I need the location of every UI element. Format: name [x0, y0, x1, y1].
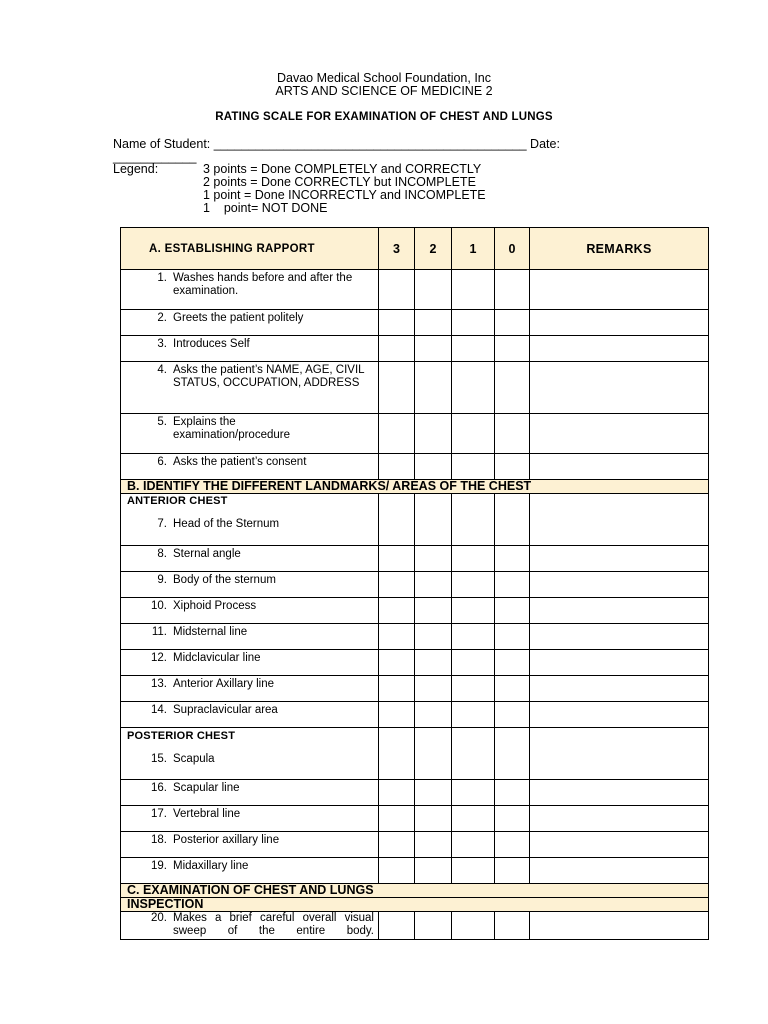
item-text: Anterior Axillary line — [173, 678, 274, 690]
score-cell[interactable] — [452, 832, 495, 858]
score-cell[interactable] — [415, 270, 452, 310]
table-row — [121, 650, 709, 676]
remarks-cell[interactable] — [530, 362, 709, 414]
item-number: 9. — [157, 574, 167, 586]
score-cell[interactable] — [379, 624, 415, 650]
score-cell[interactable] — [452, 494, 495, 546]
score-cell[interactable] — [415, 650, 452, 676]
score-cell[interactable] — [495, 858, 530, 884]
table-header-row — [121, 228, 709, 270]
legend-item: 2 points = Done CORRECTLY but INCOMPLETE — [203, 175, 476, 189]
score-cell[interactable] — [495, 310, 530, 336]
score-cell[interactable] — [495, 728, 530, 780]
score-cell[interactable] — [415, 624, 452, 650]
item-text: Xiphoid Process — [173, 600, 257, 612]
remarks-cell[interactable] — [530, 336, 709, 362]
item-number: 19. — [151, 860, 167, 872]
date-line: ____________ — [113, 150, 197, 164]
table-row — [121, 494, 709, 546]
item-text: Body of the sternum — [173, 574, 276, 586]
student-name-line: Name of Student: _____________________________________________ Date: — [113, 137, 560, 151]
score-cell[interactable] — [452, 780, 495, 806]
table-row — [121, 336, 709, 362]
score-cell[interactable] — [379, 572, 415, 598]
score-cell[interactable] — [495, 572, 530, 598]
score-cell[interactable] — [379, 336, 415, 362]
item-number: 10. — [151, 600, 167, 612]
score-cell[interactable] — [452, 650, 495, 676]
remarks-cell[interactable] — [530, 702, 709, 728]
score-cell[interactable] — [379, 546, 415, 572]
score-cell[interactable] — [452, 310, 495, 336]
item-number: 15. — [151, 753, 167, 765]
remarks-cell[interactable] — [530, 780, 709, 806]
score-cell[interactable] — [415, 414, 452, 454]
score-cell[interactable] — [415, 912, 452, 940]
score-cell[interactable] — [379, 270, 415, 310]
score-cell[interactable] — [495, 676, 530, 702]
score-cell[interactable] — [379, 702, 415, 728]
score-cell[interactable] — [452, 270, 495, 310]
score-cell[interactable] — [379, 598, 415, 624]
table-row — [121, 858, 709, 884]
score-cell[interactable] — [415, 806, 452, 832]
legend-label: Legend: — [113, 162, 159, 176]
item-number: 12. — [151, 652, 167, 664]
score-cell[interactable] — [452, 806, 495, 832]
table-row — [121, 414, 709, 454]
table-row — [121, 702, 709, 728]
score-cell[interactable] — [495, 702, 530, 728]
score-cell[interactable] — [495, 454, 530, 480]
score-cell[interactable] — [379, 806, 415, 832]
item-number: 17. — [151, 808, 167, 820]
rating-scale-table — [120, 227, 709, 940]
item-text: Midsternal line — [173, 626, 248, 638]
item-text: Midaxillary line — [173, 860, 249, 872]
score-cell[interactable] — [495, 546, 530, 572]
score-cell[interactable] — [415, 546, 452, 572]
score-cell[interactable] — [495, 832, 530, 858]
anterior-chest-title: ANTERIOR CHEST — [127, 495, 228, 507]
remarks-cell[interactable] — [530, 454, 709, 480]
item-text: Washes hands before and after the examination. — [173, 272, 353, 297]
remarks-cell[interactable] — [530, 624, 709, 650]
score-cell[interactable] — [452, 598, 495, 624]
table-row — [121, 270, 709, 310]
table-row — [121, 676, 709, 702]
score-cell[interactable] — [415, 832, 452, 858]
item-number: 13. — [151, 678, 167, 690]
item-number: 16. — [151, 782, 167, 794]
item-number: 18. — [151, 834, 167, 846]
item-text: Supraclavicular area — [173, 704, 278, 716]
score-cell[interactable] — [379, 728, 415, 780]
page-title: RATING SCALE FOR EXAMINATION OF CHEST AND LUNGS — [215, 111, 553, 123]
score-cell[interactable] — [379, 858, 415, 884]
section-c-row — [121, 884, 709, 898]
item-text: Introduces Self — [173, 338, 250, 350]
item-text: Head of the Sternum — [173, 518, 280, 530]
item-text: Explains the examination/procedure — [173, 416, 290, 441]
inspection-row — [121, 898, 709, 912]
score-cell[interactable] — [415, 702, 452, 728]
remarks-cell[interactable] — [530, 572, 709, 598]
item-text: Midclavicular line — [173, 652, 261, 664]
table-row — [121, 362, 709, 414]
score-cell[interactable] — [495, 598, 530, 624]
score-cell[interactable] — [452, 362, 495, 414]
item-text: Makes a brief careful overall visual sweep of the entire body. — [173, 912, 374, 937]
table-row — [121, 806, 709, 832]
table-row — [121, 546, 709, 572]
course-name: ARTS AND SCIENCE OF MEDICINE 2 — [275, 84, 493, 98]
score-cell[interactable] — [415, 310, 452, 336]
score-cell[interactable] — [379, 650, 415, 676]
score-cell[interactable] — [452, 858, 495, 884]
item-number: 3. — [157, 338, 167, 350]
item-number: 8. — [157, 548, 167, 560]
score-cell[interactable] — [415, 494, 452, 546]
score-cell[interactable] — [495, 362, 530, 414]
remarks-cell[interactable] — [530, 912, 709, 940]
score-cell[interactable] — [452, 912, 495, 940]
score-cell[interactable] — [379, 494, 415, 546]
establishing-rapport-header: A. ESTABLISHING RAPPORT — [121, 228, 379, 270]
score-2-header: 2 — [415, 228, 452, 270]
item-number: 5. — [157, 416, 167, 428]
table-row — [121, 780, 709, 806]
remarks-cell[interactable] — [530, 858, 709, 884]
item-text: Asks the patient’s NAME, AGE, CIVIL STATUS, OCCUPATION, ADDRESS — [173, 364, 365, 389]
score-cell[interactable] — [452, 336, 495, 362]
remarks-cell[interactable] — [530, 546, 709, 572]
score-cell[interactable] — [379, 912, 415, 940]
remarks-cell[interactable] — [530, 494, 709, 546]
score-cell[interactable] — [495, 624, 530, 650]
score-cell[interactable] — [415, 780, 452, 806]
table-row — [121, 912, 709, 940]
table-row — [121, 310, 709, 336]
score-cell[interactable] — [495, 414, 530, 454]
posterior-chest-title: POSTERIOR CHEST — [127, 730, 236, 742]
legend-item: 1 point= NOT DONE — [203, 201, 328, 215]
score-cell[interactable] — [452, 414, 495, 454]
section-b-row — [121, 480, 709, 494]
item-text: Greets the patient politely — [173, 312, 304, 324]
score-cell[interactable] — [415, 454, 452, 480]
score-cell[interactable] — [452, 546, 495, 572]
score-cell[interactable] — [379, 832, 415, 858]
score-1-header: 1 — [452, 228, 495, 270]
score-cell[interactable] — [452, 624, 495, 650]
remarks-header: REMARKS — [530, 228, 709, 270]
score-cell[interactable] — [452, 454, 495, 480]
legend-item: 1 point = Done INCORRECTLY and INCOMPLETE — [203, 188, 486, 202]
item-number: 7. — [157, 518, 167, 530]
remarks-cell[interactable] — [530, 270, 709, 310]
remarks-cell[interactable] — [530, 806, 709, 832]
legend-item: 3 points = Done COMPLETELY and CORRECTLY — [203, 162, 482, 176]
inspection-title: INSPECTION — [121, 898, 709, 912]
item-number: 11. — [151, 626, 167, 638]
table-row — [121, 454, 709, 480]
org-name: Davao Medical School Foundation, Inc — [276, 71, 491, 85]
item-number: 4. — [157, 364, 167, 376]
item-number: 14. — [151, 704, 167, 716]
remarks-cell[interactable] — [530, 728, 709, 780]
remarks-cell[interactable] — [530, 598, 709, 624]
item-number: 20. — [151, 912, 167, 924]
item-number: 1. — [157, 272, 167, 284]
remarks-cell[interactable] — [530, 832, 709, 858]
score-cell[interactable] — [452, 676, 495, 702]
item-text: Sternal angle — [173, 548, 241, 560]
section-b-title: B. IDENTIFY THE DIFFERENT LANDMARKS/ AREAS OF THE CHEST — [121, 480, 709, 494]
remarks-cell[interactable] — [530, 414, 709, 454]
score-cell[interactable] — [495, 650, 530, 676]
score-cell[interactable] — [495, 912, 530, 940]
score-cell[interactable] — [415, 572, 452, 598]
remarks-cell[interactable] — [530, 676, 709, 702]
item-number: 2. — [157, 312, 167, 324]
score-cell[interactable] — [452, 728, 495, 780]
item-number: 6. — [157, 456, 167, 468]
score-cell[interactable] — [415, 728, 452, 780]
item-text: Scapula — [173, 753, 215, 765]
score-cell[interactable] — [379, 414, 415, 454]
item-text: Scapular line — [173, 782, 240, 794]
score-cell[interactable] — [415, 336, 452, 362]
score-cell[interactable] — [452, 572, 495, 598]
score-0-header: 0 — [495, 228, 530, 270]
score-cell[interactable] — [415, 858, 452, 884]
section-c-title: C. EXAMINATION OF CHEST AND LUNGS — [121, 884, 709, 898]
score-cell[interactable] — [379, 362, 415, 414]
item-text: Posterior axillary line — [173, 834, 280, 846]
remarks-cell[interactable] — [530, 310, 709, 336]
item-text: Asks the patient’s consent — [173, 456, 307, 468]
remarks-cell[interactable] — [530, 650, 709, 676]
table-row — [121, 624, 709, 650]
score-cell[interactable] — [495, 494, 530, 546]
score-cell[interactable] — [379, 454, 415, 480]
score-cell[interactable] — [495, 806, 530, 832]
score-cell[interactable] — [415, 598, 452, 624]
score-cell[interactable] — [495, 336, 530, 362]
score-cell[interactable] — [495, 270, 530, 310]
score-cell[interactable] — [452, 702, 495, 728]
score-cell[interactable] — [495, 780, 530, 806]
item-text: Vertebral line — [173, 808, 241, 820]
score-cell[interactable] — [415, 676, 452, 702]
table-row — [121, 832, 709, 858]
score-3-header: 3 — [379, 228, 415, 270]
table-row — [121, 728, 709, 780]
score-cell[interactable] — [379, 780, 415, 806]
score-cell[interactable] — [379, 676, 415, 702]
score-cell[interactable] — [415, 362, 452, 414]
table-row — [121, 598, 709, 624]
table-row — [121, 572, 709, 598]
score-cell[interactable] — [379, 310, 415, 336]
